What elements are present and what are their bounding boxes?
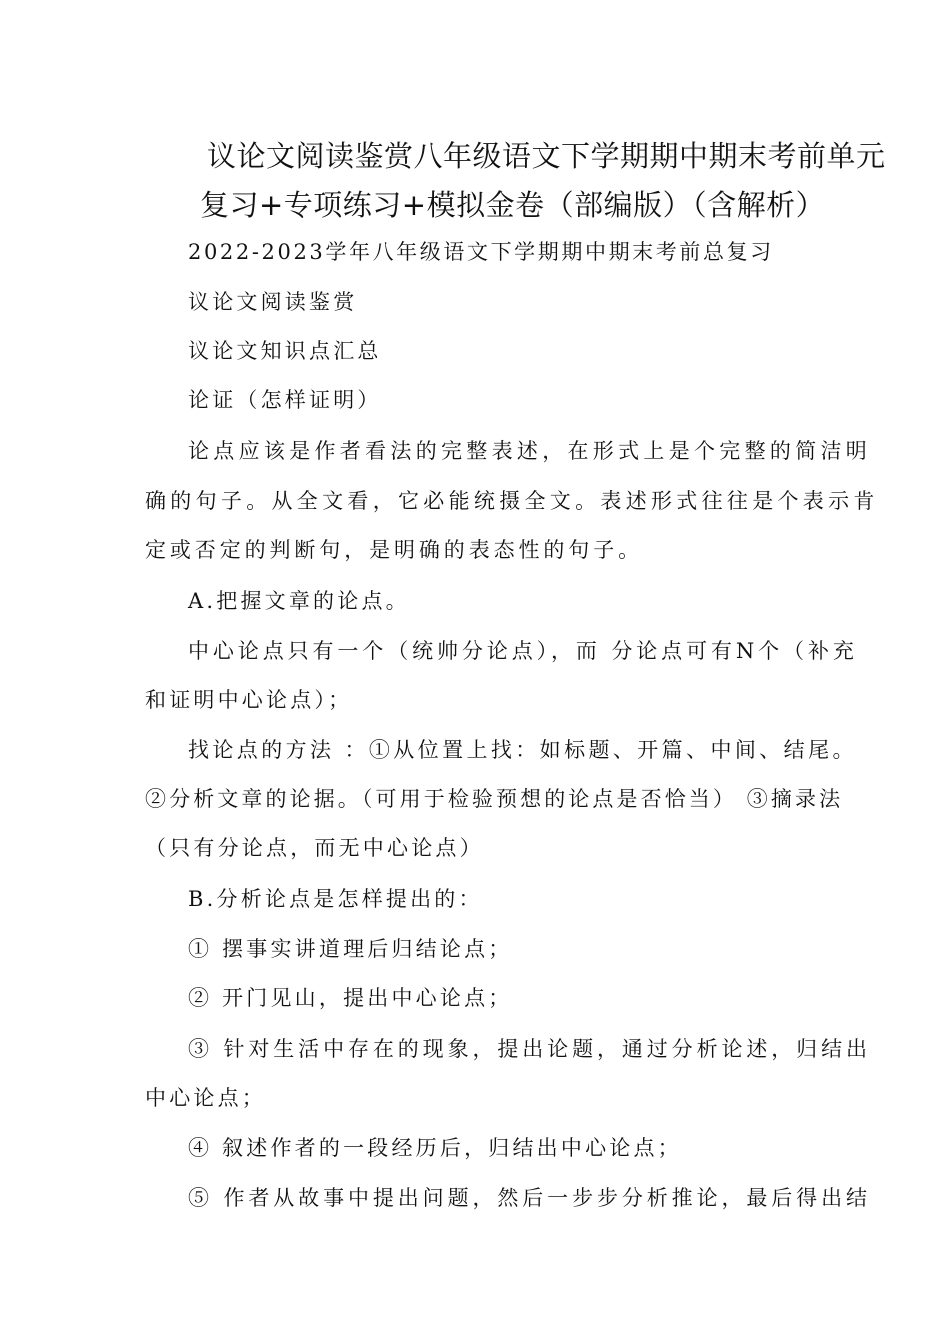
section-heading-argument: 论证（怎样证明） <box>188 388 382 412</box>
list-item: ② 开门见山，提出中心论点； <box>188 986 513 1010</box>
paragraph-method-line: （只有分论点，而无中心论点） <box>145 836 484 860</box>
document-title-line-1: 议论文阅读鉴赏八年级语文下学期期中期末考前单元 <box>207 139 886 173</box>
list-item: ③ 针对生活中存在的现象，提出论题，通过分析论述，归结出 <box>188 1037 871 1061</box>
paragraph-thesis-line: 论点应该是作者看法的完整表述，在形式上是个完整的简洁明 <box>188 439 872 463</box>
document-subtitle: 2022-2023学年八年级语文下学期期中期末考前总复习 <box>188 240 774 264</box>
subsection-b-heading: B.分析论点是怎样提出的： <box>188 887 483 911</box>
paragraph-method-line: 找论点的方法 ：①从位置上找：如标题、开篇、中间、结尾。 <box>188 738 857 762</box>
paragraph-thesis-line: 确的句子。从全文看，它必能统摄全文。表述形式往往是个表示肯 <box>145 489 879 513</box>
subsection-a-heading: A.把握文章的论点。 <box>188 589 410 613</box>
paragraph-central-thesis-line: 中心论点只有一个（统帅分论点），而 分论点可有N个（补充 <box>188 639 858 663</box>
section-heading-reading: 议论文阅读鉴赏 <box>188 290 358 314</box>
list-item-continuation: 中心论点； <box>145 1086 266 1110</box>
section-heading-knowledge: 议论文知识点汇总 <box>188 339 382 363</box>
paragraph-method-line: ②分析文章的论据。（可用于检验预想的论点是否恰当） ③摘录法 <box>145 787 844 811</box>
list-item: ⑤ 作者从故事中提出问题，然后一步步分析推论，最后得出结 <box>188 1186 871 1210</box>
paragraph-central-thesis-line: 和证明中心论点）； <box>145 688 353 712</box>
document-title-line-2: 复习+专项练习+模拟金卷（部编版）（含解析） <box>200 188 826 222</box>
paragraph-thesis-line: 定或否定的判断句，是明确的表态性的句子。 <box>145 538 643 562</box>
list-item: ① 摆事实讲道理后归结论点； <box>188 937 513 961</box>
list-item: ④ 叙述作者的一段经历后，归结出中心论点； <box>188 1136 682 1160</box>
